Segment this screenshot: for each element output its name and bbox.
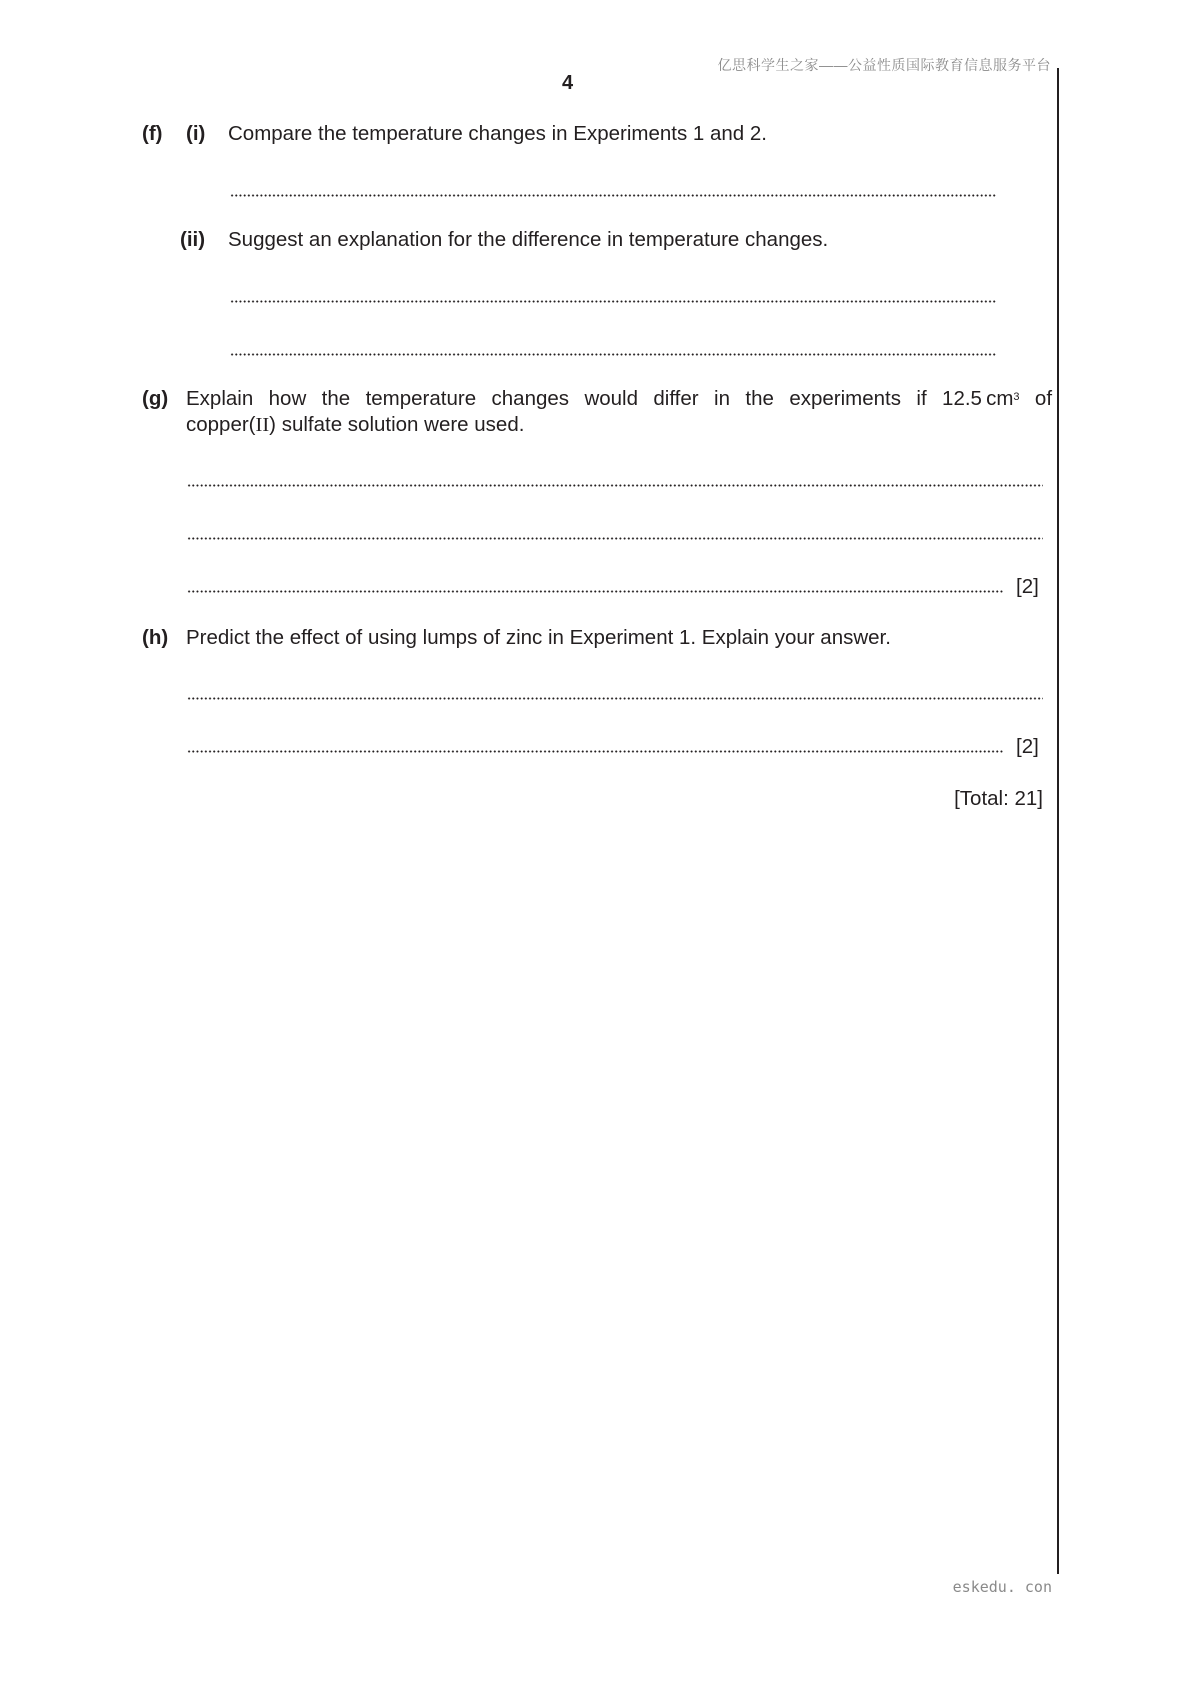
answer-line-g-1[interactable] (187, 484, 1043, 487)
question-f-ii-text: Suggest an explanation for the difference in temperature changes. (228, 228, 829, 251)
answer-line-f-ii-1[interactable] (230, 300, 997, 303)
question-g-line1 (186, 386, 1052, 412)
question-f-i-text: Compare the temperature changes in Experiments 1 and 2. (228, 122, 767, 145)
question-g-word: would (584, 387, 638, 410)
answer-line-f-ii-2[interactable] (230, 353, 997, 356)
question-g-line2-start: copper( (186, 413, 256, 436)
question-g-word: differ (653, 387, 699, 410)
question-g-word: experiments (789, 387, 901, 410)
question-g-line2-end: ) sulfate solution were used. (269, 413, 525, 436)
question-h-marks: [2] (1016, 735, 1039, 758)
question-g-word: how (268, 387, 307, 410)
total-marks: [Total: 21] (954, 787, 1043, 810)
question-g-word: the (321, 387, 351, 410)
question-g-roman-numeral: II (255, 414, 270, 436)
question-g-word: Explain (186, 387, 254, 410)
question-g-word: the (745, 387, 774, 410)
question-h-text: Predict the effect of using lumps of zinc in Experiment 1. Explain your answer. (186, 626, 891, 649)
question-g-unit: cm (986, 387, 1014, 410)
question-g-word: if (916, 387, 927, 410)
question-h-label: (h) (142, 626, 169, 649)
question-g-line2 (186, 412, 524, 438)
page-number: 4 (562, 72, 574, 94)
answer-line-f-i-1[interactable] (230, 194, 997, 197)
header-watermark: 亿思科学生之家——公益性质国际教育信息服务平台 (717, 57, 1051, 73)
answer-line-h-1[interactable] (187, 697, 1043, 700)
right-margin-line (1057, 68, 1059, 1574)
question-g-word: temperature (365, 387, 477, 410)
answer-line-g-2[interactable] (187, 537, 1043, 540)
question-g-word: in (714, 387, 730, 410)
footer-site-watermark: eskedu. con (952, 1578, 1052, 1596)
question-g-quantity-value: 12.5 (942, 387, 982, 410)
question-f-label: (f) (142, 122, 163, 145)
question-g-quantity (942, 387, 1019, 410)
question-g-label: (g) (142, 387, 169, 410)
answer-line-g-3[interactable] (187, 590, 1003, 593)
question-f-i-label: (i) (186, 122, 206, 145)
answer-line-h-2[interactable] (187, 750, 1003, 753)
question-g-line1-end: of (1034, 387, 1053, 410)
question-g-marks: [2] (1016, 575, 1039, 598)
question-g-unit-power: 3 (1013, 391, 1020, 403)
question-f-ii-label: (ii) (180, 228, 206, 251)
question-g-word: changes (491, 387, 570, 410)
